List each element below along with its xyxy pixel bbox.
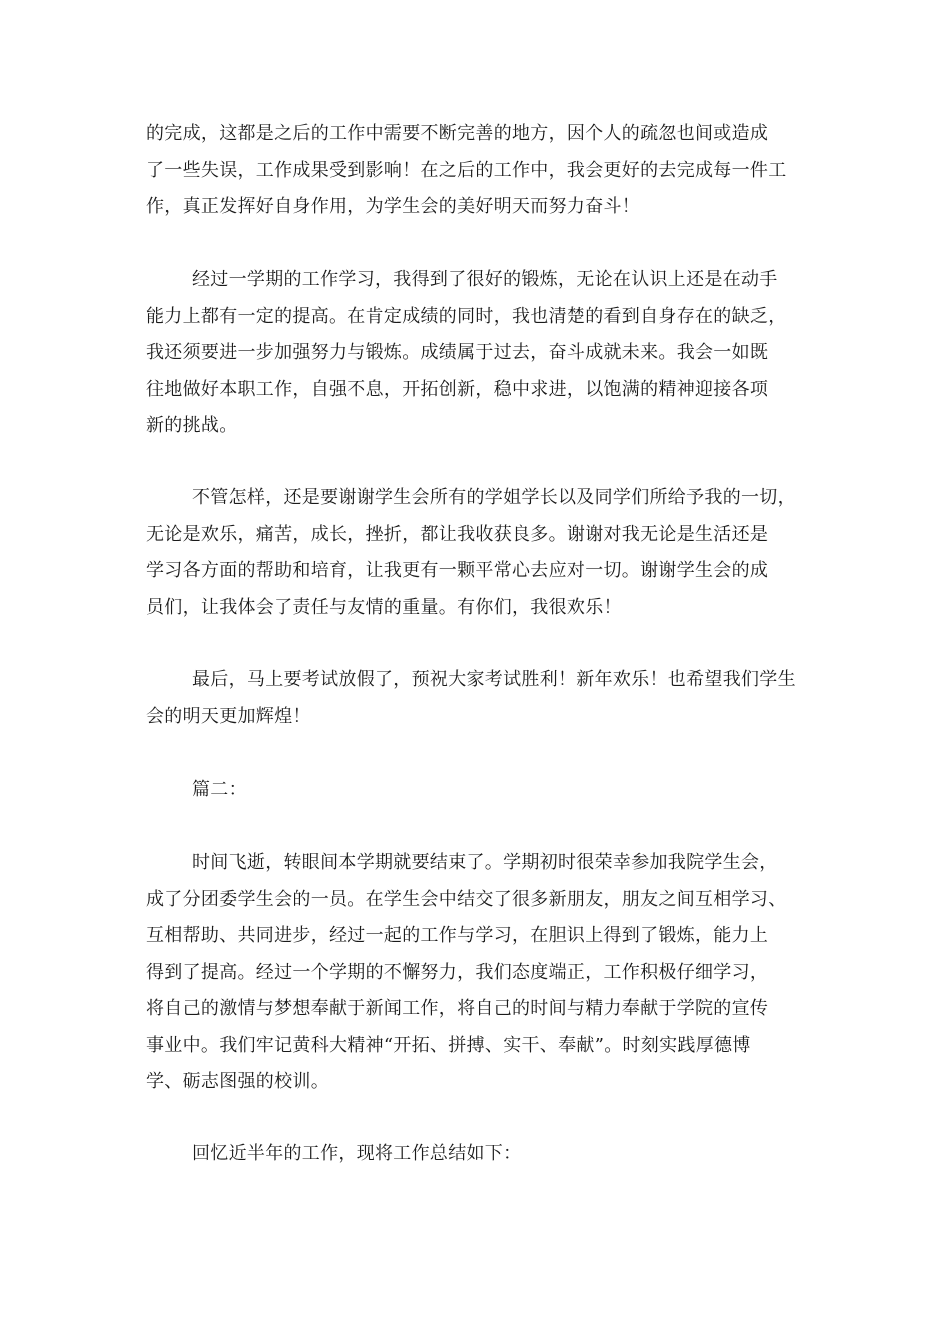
text-line: 将自己的激情与梦想奉献于新闻工作，将自己的时间与精力奉献于学院的宣传 <box>146 998 769 1019</box>
paragraph-time-flies <box>146 845 826 1101</box>
text-line: 的完成，这都是之后的工作中需要不断完善的地方，因个人的疏忽也间或造成 <box>146 123 769 144</box>
text-line: 经过一学期的工作学习，我得到了很好的锻炼，无论在认识上还是在动手 <box>192 269 778 290</box>
paragraph-thanks <box>146 480 826 626</box>
text-line: 学、砺志图强的校训。 <box>146 1071 329 1092</box>
text-line: 作，真正发挥好自身作用，为学生会的美好明天而努力奋斗！ <box>146 196 641 217</box>
text-line: 学习各方面的帮助和培育，让我更有一颗平常心去应对一切。谢谢学生会的成 <box>146 560 769 581</box>
text-line: 回忆近半年的工作，现将工作总结如下： <box>192 1143 522 1164</box>
text-line: 时间飞逝，转眼间本学期就要结束了。学期初时很荣幸参加我院学生会， <box>192 852 778 873</box>
text-line: 了一些失误，工作成果受到影响！在之后的工作中，我会更好的去完成每一件工 <box>146 159 787 181</box>
text-line: 会的明天更加辉煌！ <box>146 705 311 727</box>
text-line: 成了分团委学生会的一员。在学生会中结交了很多新朋友，朋友之间互相学习、 <box>146 888 787 910</box>
text-line: 员们，让我体会了责任与友情的重量。有你们，我很欢乐！ <box>146 596 622 618</box>
text-line: 无论是欢乐，痛苦，成长，挫折，都让我收获良多。谢谢对我无论是生活还是 <box>146 523 769 545</box>
paragraph-summary-intro <box>146 1136 826 1173</box>
text-line: 最后，马上要考试放假了，预祝大家考试胜利！新年欢乐！也希望我们学生 <box>192 669 796 690</box>
text-line: 得到了提高。经过一个学期的不懈努力，我们态度端正，工作积极仔细学习， <box>146 961 769 983</box>
paragraph-semester-reflection <box>146 262 826 445</box>
text-line: 往地做好本职工作，自强不息，开拓创新，稳中求进，以饱满的精神迎接各项 <box>146 378 769 400</box>
text-line: 互相帮助、共同进步，经过一起的工作与学习，在胆识上得到了锻炼，能力上 <box>146 925 769 946</box>
paragraph-continuation <box>146 116 826 226</box>
text-line: 不管怎样，还是要谢谢学生会所有的学姐学长以及同学们所给予我的一切， <box>192 487 796 508</box>
text-line: 我还须要进一步加强努力与锻炼。成绩属于过去，奋斗成就未来。我会一如既 <box>146 342 769 363</box>
section-title: 篇二： <box>192 779 247 800</box>
paragraph-closing <box>146 662 826 735</box>
text-line: 新的挑战。 <box>146 415 238 436</box>
text-line: 能力上都有一定的提高。在肯定成绩的同时，我也清楚的看到自身存在的缺乏， <box>146 305 787 327</box>
text-line: 事业中。我们牢记黄科大精神“开拓、拼搏、实干、奉献”。时刻实践厚德博 <box>146 1034 751 1056</box>
section-heading <box>146 772 826 809</box>
